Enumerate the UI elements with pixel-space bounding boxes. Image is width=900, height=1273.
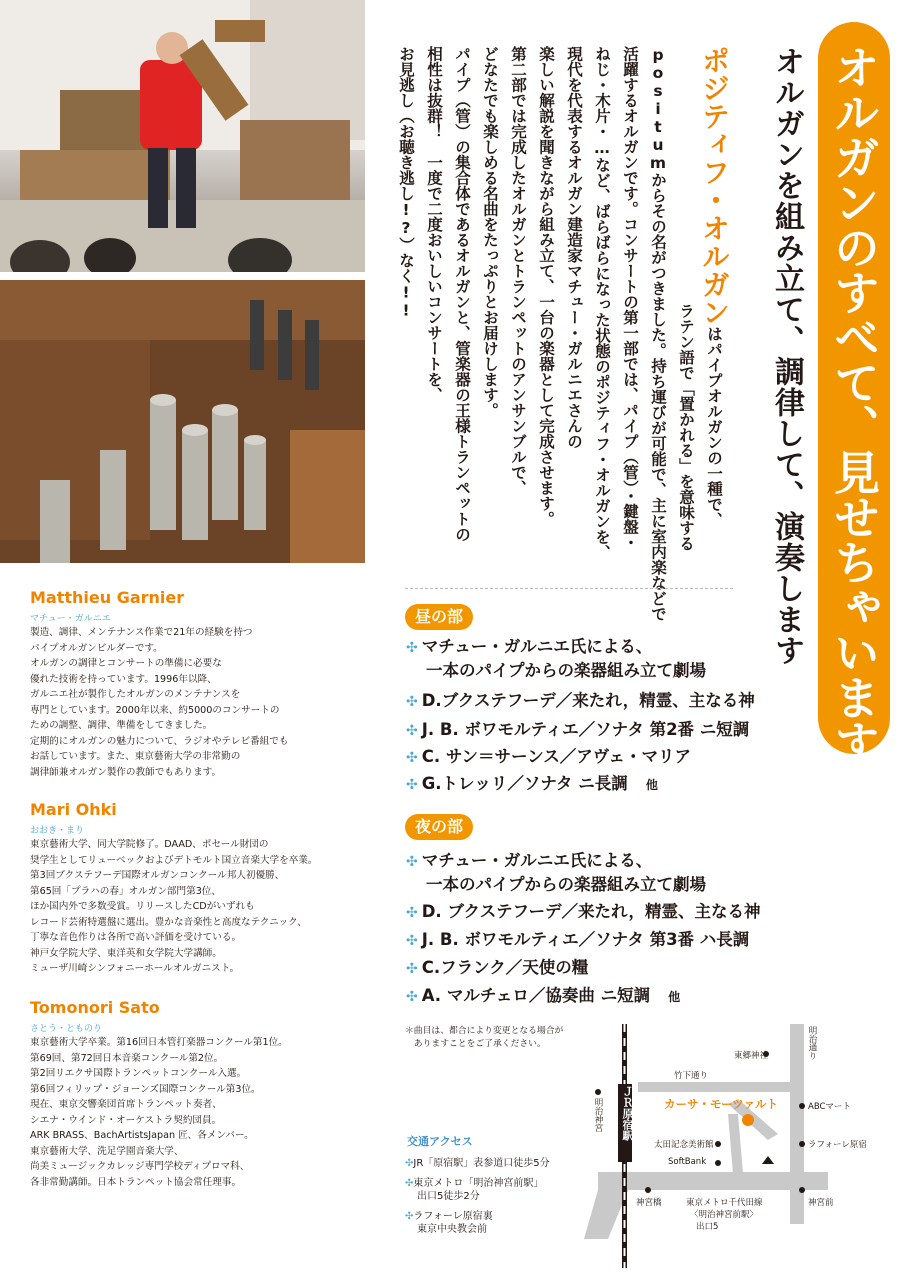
bullet-icon: ✣ [406,905,418,921]
map-abc-mart: ABCマート [808,1102,851,1112]
bio-text: 東京藝術大学、同大学院修了。DAAD、ポセール財団の 奨学生としてリューベックおよびデトモルト国立音楽大学を卒業。 第3回ブクステフーデ国際オルガンコンクール邦人初優勝、 第65回「プラハの春」オルガン部門第3位、 ほか国内外で多数受賞。リリースしたCDがいずれも レコード芸術特選盤に選出。豊かな音楽性と高度なテクニック、 丁寧な音色作りは各所で高い評価を受けている。 神戸女学院大学、東洋英和女学院大学講師。 ミューザ川崎シンフォニーホールオルガニスト。 [30,839,318,974]
intro-line: 第二部では完成したオルガンとトランペットのアンサンブルで、 [509,46,527,496]
access-item: ✣JR「原宿駅」表参道口徒歩5分 [405,1158,550,1169]
bio-name: Matthieu Garnier [30,588,185,607]
bio-name: Tomonori Sato [30,998,160,1017]
program-etc: 他 [668,990,681,1004]
program-item: ✣ G.トレッリ／ソナタ ニ長調 他 [406,774,658,793]
program-item: ✣ D. ブクステフーデ／来たれ，精霊、主なる神 [406,902,761,921]
bio-kana: マチュー・ガルニエ [30,614,111,624]
bio-kana: おおき・まり [30,826,85,836]
map-metro-station: 〈明治神宮前駅〉 [690,1210,759,1220]
map-meiji-dori: 明治通り [807,1026,817,1060]
map-venue: カーサ・モーツァルト [664,1097,778,1111]
program-item: 一本のパイプからの楽器組み立て劇場 [426,875,707,894]
organ-builder-photo [0,0,365,272]
bullet-icon: ✣ [406,640,418,656]
bullet-icon: ✣ [406,694,418,710]
bullet-icon: ✣ [405,1178,414,1189]
program-item: ✣ J. B. ボワモルティエ／ソナタ 第2番 ニ短調 [406,720,750,739]
bullet-icon: ✣ [406,989,418,1005]
night-label: 夜の部 [405,814,473,840]
map-laforet: ラフォーレ原宿 [808,1140,867,1150]
intro-line: 活躍するオルガンです。コンサートの第一部では、パイプ（管）・鍵盤・ [621,46,639,550]
map-togo-shrine: 東郷神社 [734,1051,769,1061]
program-item: ✣ マチュー・ガルニエ氏による、 [406,851,653,870]
program-item: ✣ C. サン＝サーンス／アヴェ・マリア [406,747,692,766]
intro-line: 楽しい解説を聞きながら組み立て、一台の楽器として完成させます。 [537,46,555,527]
intro-line: お見逃し（お聴き逃し!?）なく!! [397,46,415,320]
bullet-icon: ✣ [406,750,418,766]
intro-line: ラテン語で「置かれる」を意味する [677,303,695,551]
bullet-icon: ✣ [406,933,418,949]
map-jingumae: 神宮前 [808,1198,834,1208]
access-item: ✣東京メトロ「明治神宮前駅」 出口5徒歩2分 [405,1178,544,1202]
intro-line: ねじ・木片・…など、ばらばらになった状態のポジティフ・オルガンを、 [593,46,611,560]
map-metro-line: 東京メトロ千代田線 [686,1198,763,1208]
intro-line: 相性は抜群！ 一度で二度おいしいコンサートを、 [425,46,443,403]
bio-name: Mari Ohki [30,800,117,819]
day-label: 昼の部 [405,604,473,630]
intro-line: positumからその名がつきました。持ち運びが可能で、主に室内楽などで [649,46,667,622]
intro-line: パイプ（管）の集合体であるオルガンと、管楽器の王様トランペットの [453,46,471,542]
intro-col-1 [698,46,731,528]
bio-text: 製造、調律、メンテナンス作業で21年の経験を持つ パイプオルガンビルダーです。 オルガンの調律とコンサートの準備に必要な 優れた技術を持っています。1996年以降、 ガルニエ社が製作したオルガンのメンテナンスを 専門としています。2000年以来、約5000のコンサートの ための調整、調律、準備をしてきました。 定期的にオルガンの魅力について、ラジオやテレビ番組でも お話しています。また、東京藝術大学の非常勤の 調律師兼オルガン製作の教師でもあります。 [30,627,289,778]
bullet-icon: ✣ [406,961,418,977]
bullet-icon: ✣ [406,723,418,739]
map-ota-museum: 太田記念美術館 [654,1140,714,1150]
intro-line-1-rest: はパイプオルガンの一種で、 [705,326,723,528]
bullet-icon: ✣ [406,777,418,793]
map-jr-station: ＪＲ原宿駅 [621,1086,634,1141]
bio-kana: さとう・とものり [30,1024,103,1034]
main-title: オルガンのすべて、見せちゃいます！ [827,44,881,809]
subtitle: オルガンを組み立て、調律して、演奏します [769,46,804,666]
program-etc: 他 [645,778,658,792]
program-item: ✣ D.ブクステフーデ／来たれ，精霊、主なる神 [406,691,755,710]
map-meiji-jingu: 明治神宮 [593,1098,603,1132]
access-item: ✣ラフォーレ原宿裏 東京中央教会前 [405,1211,493,1235]
map-exit-5: 出口5 [696,1222,719,1232]
program-item: ✣ A. マルチェロ／協奏曲 ニ短調 他 [406,986,681,1005]
program-item: 一本のパイプからの楽器組み立て劇場 [426,661,707,680]
intro-line: 現代を代表するオルガン建造家マチュー・ガルニエさんの [565,46,583,449]
map-takeshita: 竹下通り [674,1071,709,1081]
program-note: ＊曲目は、都合により変更となる場合が ありますことをご了承ください。 [405,1026,564,1049]
intro-line: どなたでも楽しめる名曲をたっぷりとお届けします。 [481,46,499,418]
map-softbank: SoftBank [668,1157,707,1167]
bio-text: 東京藝術大学卒業。第16回日本管打楽器コンクール第1位。 第69回、第72回日本音楽コンクール第2位。 第2回リエクサ国際トランペットコンクール入選。 第6回フィリップ・ジョーンズ国際コンクール第3位。 現在、東京交響楽団首席トランペット奏者、 シエナ・ウインド・オーケストラ契約団員。 ARK BRASS、BachArtistsJapan 匠、各メンバー。 東京藝術大学、洗足学園音楽大学、 尚美ミュージックカレッジ専門学校ディプロマ科、 各非常勤講師。日本トランペット協会常任理事。 [30,1037,288,1188]
bullet-icon: ✣ [405,1158,414,1169]
bullet-icon: ✣ [406,854,418,870]
bullet-icon: ✣ [405,1211,414,1222]
access-title: 交通アクセス [407,1135,473,1148]
program-item: ✣ C.フランク／天使の糧 [406,958,589,977]
section-divider [405,588,733,589]
map-jingubashi: 神宮橋 [636,1198,662,1208]
organ-pipes-photo [0,280,365,563]
program-item: ✣ マチュー・ガルニエ氏による、 [406,637,653,656]
program-item: ✣ J. B. ボワモルティエ／ソナタ 第3番 ハ長調 [406,930,750,949]
access-map [578,1024,882,1268]
intro-highlight: ポジティフ・オルガン [698,46,731,326]
